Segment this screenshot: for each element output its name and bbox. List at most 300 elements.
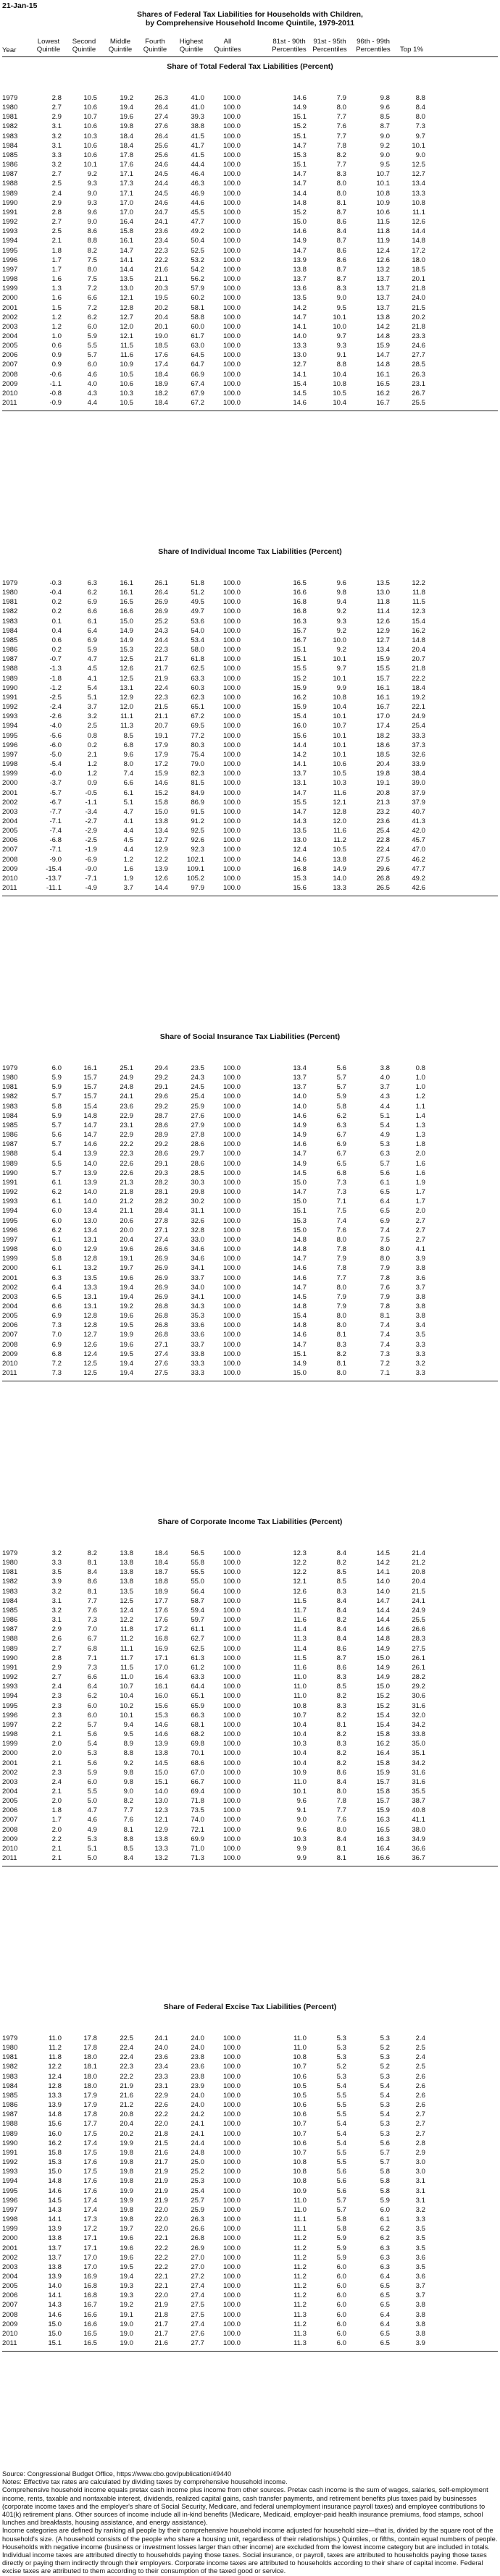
value-cell: 17.8 <box>120 151 133 159</box>
value-cell: 31.6 <box>412 1701 425 1710</box>
value-cell: 7.2 <box>87 303 97 312</box>
table-row <box>0 2177 500 2186</box>
value-cell: 11.2 <box>293 2263 307 2271</box>
value-cell: 17.1 <box>83 2244 97 2252</box>
value-cell: 49.5 <box>191 598 204 607</box>
value-cell: 10.9 <box>376 198 390 207</box>
value-cell: 15.7 <box>376 1797 390 1806</box>
value-cell: 16.0 <box>293 722 307 731</box>
value-cell: 12.1 <box>333 798 346 807</box>
value-cell: 22.9 <box>120 1131 133 1140</box>
value-cell: 11.2 <box>293 2320 307 2328</box>
value-cell: 6.0 <box>87 361 97 369</box>
value-cell: 19.5 <box>120 1321 133 1330</box>
value-cell: 8.4 <box>336 1835 346 1843</box>
value-cell: 12.8 <box>48 2082 62 2090</box>
value-cell: 100.0 <box>222 208 241 216</box>
value-cell: 0.2 <box>51 598 62 607</box>
value-cell: 100.0 <box>222 1235 241 1244</box>
year-cell: 1985 <box>2 151 18 159</box>
value-cell: 5.7 <box>380 1159 390 1168</box>
value-cell: 14.6 <box>293 94 307 102</box>
value-cell: 8.4 <box>123 1854 133 1863</box>
value-cell: 11.6 <box>293 1663 307 1672</box>
year-cell: 1985 <box>2 1121 18 1129</box>
value-cell: 109.1 <box>186 864 204 873</box>
value-cell: 2.3 <box>51 1692 62 1701</box>
value-cell: 10.4 <box>293 1759 307 1767</box>
value-cell: 11.8 <box>377 227 390 236</box>
notes-line-3: Income categories are defined by ranking all people by their comprehensive household income adjusted for household size—that is, divided by the square root of the household's size. (A household consists of the people who share a housing unit, regardless of their relationships.) Quintiles, or fifths, contain equal numbers of people. Households with negative income (business or investment losses larger than other income) are excluded from the lowest income category but are included in totals. <box>2 2527 498 2551</box>
value-cell: 3.7 <box>415 2282 425 2291</box>
value-cell: 15.5 <box>293 665 307 673</box>
value-cell: 10.8 <box>293 2158 307 2167</box>
value-cell: 20.4 <box>376 760 390 769</box>
value-cell: 21.1 <box>154 712 168 721</box>
table-row <box>0 218 500 227</box>
value-cell: 13.2 <box>376 265 390 274</box>
value-cell: -4.9 <box>85 884 97 893</box>
value-cell: 11.2 <box>293 2301 307 2310</box>
value-cell: 5.3 <box>380 2120 390 2129</box>
table-row <box>0 1588 500 1596</box>
value-cell: 17.6 <box>154 1616 168 1625</box>
value-cell: 10.6 <box>83 141 97 150</box>
table-row <box>0 1692 500 1701</box>
value-cell: 9.3 <box>336 617 346 626</box>
value-cell: 6.4 <box>380 2273 390 2281</box>
value-cell: 18.0 <box>83 2072 97 2081</box>
value-cell: 17.5 <box>83 2168 97 2176</box>
value-cell: 22.3 <box>120 1150 133 1158</box>
value-cell: 17.1 <box>154 1654 168 1662</box>
column-header-0 <box>2 46 31 54</box>
value-cell: 26.7 <box>412 389 425 397</box>
year-cell: 2001 <box>2 2244 18 2252</box>
value-cell: 2.3 <box>51 1701 62 1710</box>
value-cell: 13.9 <box>154 864 168 873</box>
value-cell: 0.6 <box>51 636 62 644</box>
value-cell: 10.1 <box>120 1711 133 1720</box>
value-cell: 11.0 <box>293 2196 307 2205</box>
value-cell: 9.0 <box>415 151 425 159</box>
table-row <box>0 2311 500 2320</box>
value-cell: 4.7 <box>87 655 97 664</box>
value-cell: 22.0 <box>154 2215 168 2224</box>
value-cell: 14.6 <box>293 1140 307 1149</box>
value-cell: 14.0 <box>293 332 307 340</box>
value-cell: 16.5 <box>83 2339 97 2348</box>
value-cell: 17.1 <box>120 170 133 179</box>
value-cell: 58.8 <box>191 313 204 321</box>
value-cell: 1.1 <box>415 1102 425 1111</box>
value-cell: 100.0 <box>222 370 241 379</box>
value-cell: 100.0 <box>222 1730 241 1739</box>
value-cell: 8.9 <box>123 1740 133 1748</box>
value-cell: 26.8 <box>154 1302 168 1310</box>
value-cell: 11.0 <box>293 1777 307 1786</box>
value-cell: 27.0 <box>191 2263 204 2271</box>
value-cell: 13.9 <box>48 2225 62 2234</box>
value-cell: 5.3 <box>380 2101 390 2110</box>
value-cell: 1.8 <box>415 1140 425 1149</box>
value-cell: 7.7 <box>123 1806 133 1815</box>
year-cell: 1985 <box>2 2091 18 2100</box>
value-cell: -1.1 <box>49 379 62 388</box>
value-cell: 24.1 <box>191 2129 204 2138</box>
value-cell: 5.6 <box>336 2177 346 2186</box>
value-cell: 60.0 <box>191 322 204 331</box>
value-cell: 14.3 <box>48 2205 62 2214</box>
table-row <box>0 1635 500 1643</box>
value-cell: 100.0 <box>222 94 241 102</box>
value-cell: 5.9 <box>87 1768 97 1777</box>
value-cell: 2.7 <box>415 1235 425 1244</box>
value-cell: 5.3 <box>380 2053 390 2062</box>
value-cell: 1.2 <box>87 770 97 778</box>
value-cell: -15.4 <box>46 864 62 873</box>
value-cell: 5.4 <box>336 2120 346 2129</box>
value-cell: 3.5 <box>51 1568 62 1577</box>
value-cell: 8.8 <box>336 361 346 369</box>
value-cell: 20.4 <box>120 1235 133 1244</box>
value-cell: 9.0 <box>123 1788 133 1796</box>
value-cell: 5.7 <box>51 1121 62 1129</box>
year-cell: 1990 <box>2 1654 18 1662</box>
value-cell: 3.5 <box>415 1331 425 1339</box>
year-cell: 1979 <box>2 1549 18 1557</box>
value-cell: 13.3 <box>412 189 425 198</box>
value-cell: 10.1 <box>376 180 390 188</box>
value-cell: 18.1 <box>83 2063 97 2071</box>
value-cell: 18.5 <box>412 265 425 274</box>
value-cell: 2.7 <box>51 218 62 227</box>
value-cell: 12.1 <box>120 294 133 303</box>
value-cell: 13.9 <box>48 2273 62 2281</box>
value-cell: 58.1 <box>191 303 204 312</box>
year-cell: 2009 <box>2 864 18 873</box>
year-cell: 2010 <box>2 2329 18 2338</box>
header-rule <box>2 56 498 57</box>
value-cell: 27.8 <box>154 1216 168 1225</box>
value-cell: 6.3 <box>336 1121 346 1129</box>
table-row <box>0 2263 500 2272</box>
value-cell: 51.2 <box>191 589 204 597</box>
value-cell: 8.3 <box>336 1340 346 1349</box>
value-cell: 15.9 <box>293 703 307 712</box>
value-cell: 11.6 <box>333 788 346 797</box>
value-cell: 35.5 <box>412 1788 425 1796</box>
value-cell: 100.0 <box>222 2310 241 2319</box>
value-cell: 1.2 <box>51 322 62 331</box>
value-cell: 10.7 <box>293 2148 307 2157</box>
value-cell: 14.6 <box>83 1140 97 1149</box>
value-cell: 4.7 <box>87 1806 97 1815</box>
value-cell: 27.7 <box>191 2339 204 2348</box>
value-cell: 5.1 <box>123 798 133 807</box>
section-title: Share of Total Federal Tax Liabilities (Percent) <box>167 62 333 71</box>
value-cell: -7.1 <box>49 817 62 825</box>
value-cell: 27.5 <box>154 1369 168 1378</box>
value-cell: 31.6 <box>412 1768 425 1777</box>
value-cell: 21.9 <box>154 674 168 683</box>
value-cell: 100.0 <box>222 1692 241 1701</box>
value-cell: 12.0 <box>120 322 133 331</box>
value-cell: 100.0 <box>222 731 241 740</box>
table-row <box>0 836 500 845</box>
value-cell: 33.6 <box>191 1331 204 1339</box>
value-cell: 8.2 <box>336 1711 346 1720</box>
value-cell: 17.4 <box>376 722 390 731</box>
value-cell: 6.0 <box>51 1207 62 1216</box>
value-cell: 5.8 <box>336 2225 346 2234</box>
value-cell: 100.0 <box>222 683 241 692</box>
value-cell: 16.5 <box>376 1825 390 1834</box>
value-cell: 25.3 <box>191 2177 204 2186</box>
value-cell: 55.0 <box>191 1578 204 1586</box>
value-cell: 15.3 <box>120 646 133 654</box>
value-cell: 7.7 <box>336 132 346 140</box>
value-cell: 6.8 <box>51 1350 62 1358</box>
value-cell: 37.9 <box>412 788 425 797</box>
value-cell: 10.9 <box>293 1768 307 1777</box>
value-cell: 5.4 <box>336 2082 346 2090</box>
value-cell: 46.4 <box>191 170 204 179</box>
value-cell: 19.6 <box>120 1340 133 1349</box>
value-cell: 5.3 <box>336 2072 346 2081</box>
value-cell: 22.2 <box>154 2110 168 2119</box>
value-cell: 13.5 <box>293 827 307 835</box>
value-cell: 100.0 <box>222 2329 241 2338</box>
year-cell: 1985 <box>2 636 18 644</box>
value-cell: 7.3 <box>336 1178 346 1187</box>
section-rule <box>2 2351 498 2352</box>
value-cell: 6.4 <box>51 1283 62 1292</box>
value-cell: 24.3 <box>191 1074 204 1082</box>
value-cell: 26.8 <box>154 1312 168 1321</box>
value-cell: 12.2 <box>120 1616 133 1625</box>
value-cell: 10.6 <box>83 151 97 159</box>
value-cell: 23.3 <box>154 2072 168 2081</box>
value-cell: 15.7 <box>83 1083 97 1092</box>
value-cell: 14.0 <box>48 2282 62 2291</box>
value-cell: 1.3 <box>51 285 62 293</box>
value-cell: 10.7 <box>376 170 390 179</box>
value-cell: 14.7 <box>293 1283 307 1292</box>
value-cell: 21.7 <box>154 655 168 664</box>
value-cell: 49.7 <box>191 607 204 616</box>
value-cell: 19.1 <box>120 2310 133 2319</box>
value-cell: 1.7 <box>51 265 62 274</box>
value-cell: 5.6 <box>87 1730 97 1739</box>
table-row <box>0 741 500 750</box>
notes-line-1: Notes: Effective tax rates are calculated by dividing taxes by comprehensive household income. <box>2 2478 288 2486</box>
year-cell: 2009 <box>2 1350 18 1358</box>
value-cell: -3.4 <box>85 807 97 816</box>
year-cell: 1996 <box>2 256 18 264</box>
value-cell: 14.8 <box>376 332 390 340</box>
value-cell: 15.9 <box>376 1768 390 1777</box>
value-cell: 24.1 <box>120 1093 133 1101</box>
value-cell: 3.3 <box>415 1350 425 1358</box>
value-cell: 8.7 <box>336 208 346 216</box>
column-header-line2: Quintile <box>108 46 133 54</box>
value-cell: 8.2 <box>336 1749 346 1758</box>
table-row <box>0 113 500 122</box>
value-cell: 3.7 <box>415 2291 425 2300</box>
value-cell: 8.7 <box>336 275 346 284</box>
value-cell: 22.4 <box>376 846 390 854</box>
year-cell: 1985 <box>2 1606 18 1615</box>
value-cell: 12.2 <box>48 2063 62 2071</box>
value-cell: 10.1 <box>412 141 425 150</box>
table-row <box>0 1740 500 1748</box>
value-cell: 18.9 <box>154 379 168 388</box>
value-cell: 6.0 <box>336 2282 346 2291</box>
value-cell: 100.0 <box>222 2110 241 2119</box>
year-cell: 2003 <box>2 1777 18 1786</box>
value-cell: 1.5 <box>51 303 62 312</box>
value-cell: 5.7 <box>380 2158 390 2167</box>
value-cell: 15.7 <box>376 674 390 683</box>
value-cell: 100.0 <box>222 1806 241 1815</box>
value-cell: 7.6 <box>380 1283 390 1292</box>
value-cell: 6.2 <box>87 589 97 597</box>
value-cell: 34.6 <box>191 1255 204 1263</box>
value-cell: 24.1 <box>412 1596 425 1605</box>
value-cell: 5.9 <box>87 332 97 340</box>
value-cell: 27.1 <box>154 1226 168 1234</box>
value-cell: 8.0 <box>123 760 133 769</box>
value-cell: 10.8 <box>376 189 390 198</box>
value-cell: 100.0 <box>222 1854 241 1863</box>
value-cell: 19.8 <box>376 770 390 778</box>
value-cell: 2.6 <box>415 2072 425 2081</box>
value-cell: 19.0 <box>154 332 168 340</box>
year-cell: 1994 <box>2 1692 18 1701</box>
value-cell: 15.0 <box>376 1683 390 1691</box>
year-cell: 1989 <box>2 1644 18 1653</box>
table-row <box>0 1759 500 1768</box>
value-cell: 14.7 <box>293 807 307 816</box>
value-cell: 12.6 <box>83 1340 97 1349</box>
value-cell: 4.4 <box>87 399 97 408</box>
table-row <box>0 209 500 217</box>
value-cell: 11.1 <box>412 208 425 216</box>
value-cell: 15.2 <box>154 788 168 797</box>
value-cell: 61.8 <box>191 655 204 664</box>
value-cell: 23.5 <box>191 1064 204 1072</box>
table-row <box>0 646 500 654</box>
value-cell: 19.7 <box>120 2225 133 2234</box>
value-cell: 12.9 <box>120 693 133 702</box>
year-cell: 2009 <box>2 2320 18 2328</box>
value-cell: 24.0 <box>191 2091 204 2100</box>
value-cell: 6.3 <box>51 1274 62 1282</box>
value-cell: 17.5 <box>83 2129 97 2138</box>
table-row <box>0 827 500 835</box>
value-cell: 14.5 <box>293 389 307 397</box>
value-cell: 16.6 <box>293 589 307 597</box>
value-cell: 9.8 <box>380 94 390 102</box>
table-row <box>0 94 500 103</box>
year-cell: 2011 <box>2 1369 17 1378</box>
value-cell: 14.0 <box>333 874 346 883</box>
column-header-line1: Second <box>72 38 96 46</box>
value-cell: 73.5 <box>191 1806 204 1815</box>
value-cell: 10.7 <box>120 1683 133 1691</box>
value-cell: 7.3 <box>380 1350 390 1358</box>
value-cell: 41.0 <box>191 94 204 102</box>
value-cell: 28.7 <box>154 1111 168 1120</box>
value-cell: 28.5 <box>191 1169 204 1177</box>
value-cell: 1.6 <box>123 864 133 873</box>
value-cell: 16.2 <box>376 389 390 397</box>
value-cell: 27.4 <box>191 2291 204 2300</box>
value-cell: 1.8 <box>51 246 62 255</box>
value-cell: 9.3 <box>336 342 346 350</box>
value-cell: 19.5 <box>154 294 168 303</box>
value-cell: 92.6 <box>191 836 204 845</box>
value-cell: 9.6 <box>380 104 390 112</box>
value-cell: 2.1 <box>51 1759 62 1767</box>
value-cell: 11.7 <box>293 1606 307 1615</box>
value-cell: 2.9 <box>51 113 62 122</box>
value-cell: 10.8 <box>333 379 346 388</box>
value-cell: 10.6 <box>376 208 390 216</box>
value-cell: 16.7 <box>293 636 307 644</box>
value-cell: 22.9 <box>120 1111 133 1120</box>
value-cell: 61.1 <box>191 1625 204 1634</box>
column-header-6 <box>210 38 245 54</box>
value-cell: 100.0 <box>222 1340 241 1349</box>
value-cell: 31.6 <box>412 1777 425 1786</box>
table-row <box>0 884 500 893</box>
year-cell: 1987 <box>2 655 18 664</box>
value-cell: 100.0 <box>222 122 241 131</box>
value-cell: 14.7 <box>376 1596 390 1605</box>
value-cell: 7.2 <box>51 1359 62 1368</box>
column-header-8 <box>309 38 351 54</box>
year-cell: 1992 <box>2 1188 18 1197</box>
value-cell: 15.0 <box>293 1178 307 1187</box>
value-cell: 15.1 <box>293 1350 307 1358</box>
value-cell: 11.0 <box>293 1683 307 1691</box>
value-cell: 26.5 <box>376 884 390 893</box>
value-cell: 16.1 <box>120 579 133 587</box>
value-cell: 20.4 <box>120 2120 133 2129</box>
value-cell: 23.1 <box>412 379 425 388</box>
value-cell: 2.7 <box>415 1226 425 1234</box>
value-cell: 17.4 <box>83 2139 97 2147</box>
value-cell: 26.4 <box>154 589 168 597</box>
value-cell: 100.0 <box>222 712 241 721</box>
value-cell: 8.6 <box>336 1663 346 1672</box>
value-cell: 13.8 <box>293 265 307 274</box>
value-cell: 100.0 <box>222 1283 241 1292</box>
value-cell: 16.4 <box>154 1673 168 1682</box>
year-cell: 1998 <box>2 1245 18 1254</box>
value-cell: 16.1 <box>120 589 133 597</box>
value-cell: 53.4 <box>191 636 204 644</box>
value-cell: 100.0 <box>222 607 241 616</box>
value-cell: 0.4 <box>51 626 62 635</box>
column-header-line2: Percentiles <box>356 46 391 54</box>
value-cell: 12.7 <box>412 170 425 179</box>
value-cell: 18.4 <box>120 141 133 150</box>
value-cell: 15.4 <box>293 379 307 388</box>
document-date: 21-Jan-15 <box>2 1 38 10</box>
